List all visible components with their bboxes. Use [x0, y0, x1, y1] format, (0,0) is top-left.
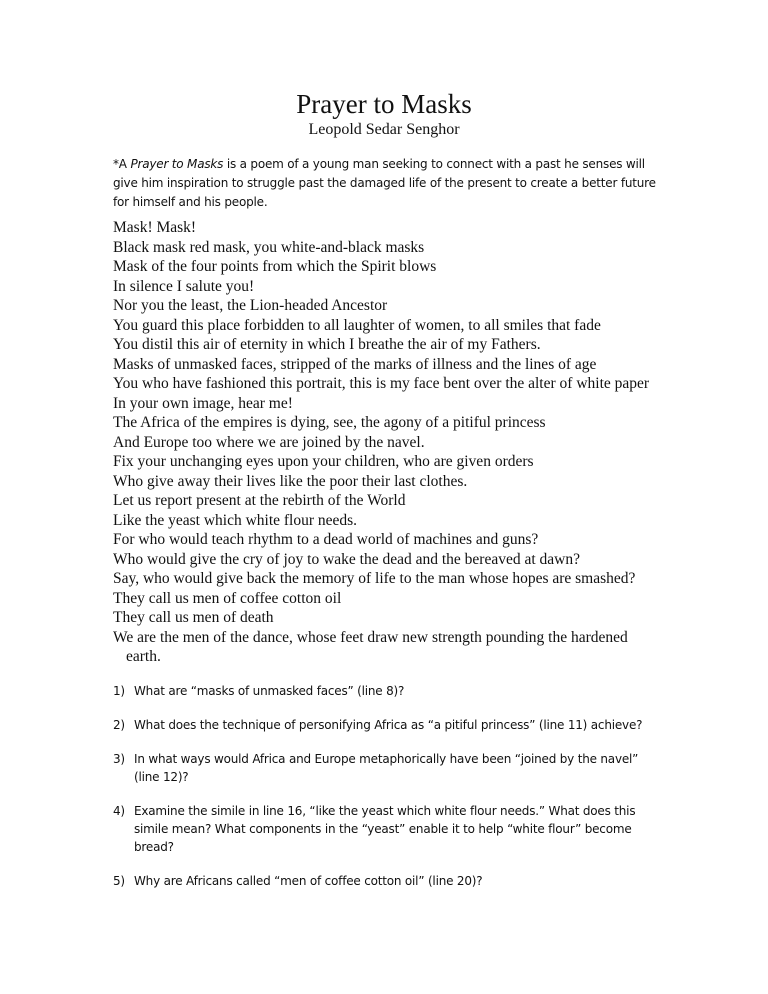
- question-number: 4): [113, 804, 125, 818]
- question-item: [113, 750, 658, 786]
- poem-line: Like the yeast which white flour needs.: [113, 511, 358, 529]
- poem-line: Masks of unmasked faces, stripped of the marks of illness and the lines of age: [113, 355, 597, 373]
- poem-line: The Africa of the empires is dying, see, the agony of a pitiful princess: [113, 414, 546, 431]
- question-text: Examine the simile in line 16, “like the yeast which white flour needs.” What does this simile mean? What components in the “yeast” enable it to help “white flour” become bread?: [134, 804, 636, 854]
- poem-body: [113, 218, 658, 667]
- poem-introduction: [113, 155, 658, 212]
- poem-line: Nor you the least, the Lion-headed Ancestor: [113, 297, 388, 314]
- poem-line: Fix your unchanging eyes upon your children, who are given orders: [113, 453, 534, 470]
- intro-prefix: *A: [113, 157, 131, 171]
- poem-line: You guard this place forbidden to all laughter of women, to all smiles that fade: [113, 316, 601, 334]
- question-text: What are “masks of unmasked faces” (line 8)?: [134, 684, 405, 698]
- poem-line: They call us men of coffee cotton oil: [113, 589, 342, 607]
- question-text: Why are Africans called “men of coffee cotton oil” (line 20)?: [134, 874, 483, 888]
- question-text: What does the technique of personifying Africa as “a pitiful princess” (line 11) achieve?: [134, 718, 643, 732]
- poem-title: Prayer to Masks: [296, 89, 472, 119]
- question-number: 5): [113, 874, 125, 888]
- poem-line: Who give away their lives like the poor their last clothes.: [113, 472, 468, 490]
- poem-line: Mask of the four points from which the Spirit blows: [113, 258, 437, 275]
- question-item: [113, 872, 658, 890]
- question-list: [113, 682, 658, 906]
- poem-line: You distil this air of eternity in which I breathe the air of my Fathers.: [113, 336, 541, 353]
- intro-title: Prayer to Masks: [130, 157, 224, 171]
- question-item: [113, 682, 658, 700]
- question-item: [113, 802, 658, 856]
- question-item: [113, 716, 658, 734]
- poem-line: We are the men of the dance, whose feet draw new strength pounding the hardened earth.: [113, 628, 628, 665]
- poem-line: You who have fashioned this portrait, this is my face bent over the alter of white paper: [113, 375, 650, 392]
- question-number: 3): [113, 752, 125, 766]
- poem-line: They call us men of death: [113, 609, 274, 626]
- poem-line: Say, who would give back the memory of life to the man whose hopes are smashed?: [113, 570, 636, 587]
- question-number: 2): [113, 718, 125, 732]
- poem-line: And Europe too where we are joined by the navel.: [113, 433, 425, 451]
- poem-line: Black mask red mask, you white-and-black masks: [113, 238, 425, 256]
- poem-line: For who would teach rhythm to a dead world of machines and guns?: [113, 531, 539, 548]
- poem-line: In silence I salute you!: [113, 277, 255, 295]
- poem-line: Who would give the cry of joy to wake the dead and the bereaved at dawn?: [113, 550, 580, 568]
- question-number: 1): [113, 684, 125, 698]
- intro-text: is a poem of a young man seeking to connect with a past he senses will give him inspiration to struggle past the damaged life of the present to create a better future for himself and his people.: [113, 157, 656, 209]
- poem-line: Mask! Mask!: [113, 219, 197, 236]
- question-text: In what ways would Africa and Europe metaphorically have been “joined by the navel” (line 12)?: [134, 752, 639, 784]
- poem-line: In your own image, hear me!: [113, 394, 293, 412]
- poem-line: Let us report present at the rebirth of the World: [113, 492, 406, 509]
- poem-author: Leopold Sedar Senghor: [308, 121, 460, 138]
